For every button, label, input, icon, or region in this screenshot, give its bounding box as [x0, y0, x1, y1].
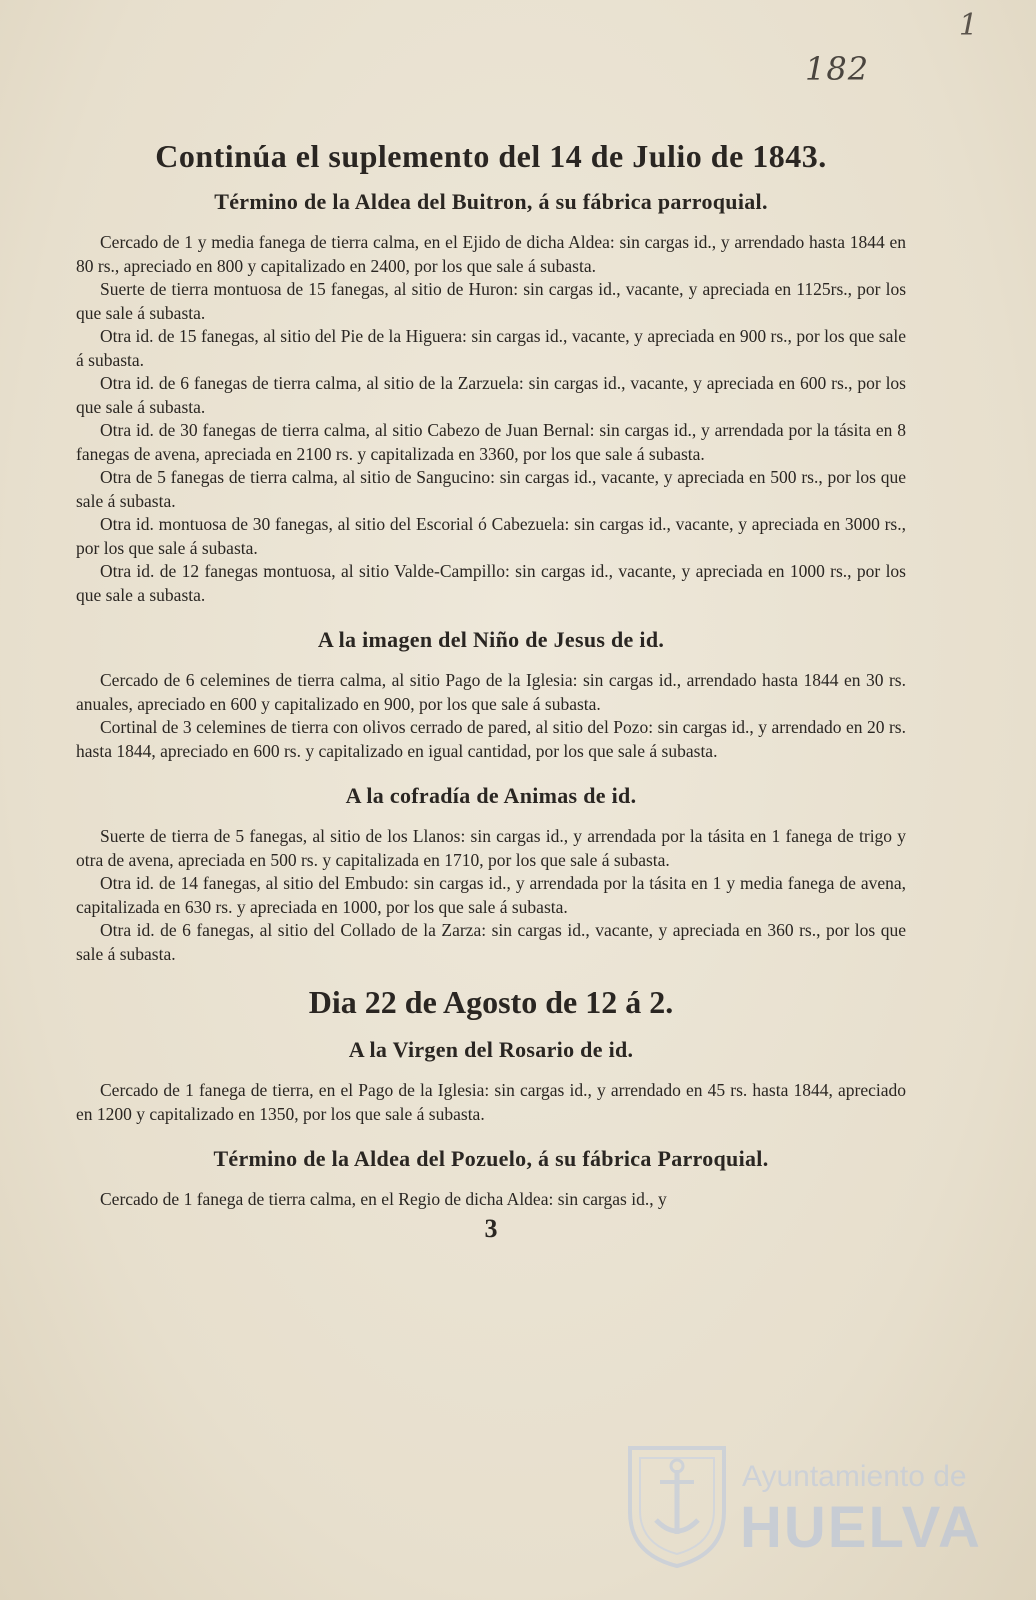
- section-virgen-rosario: [76, 1037, 906, 1126]
- section-buitron: [76, 189, 906, 607]
- document-body: [76, 138, 906, 1244]
- section-title: A la cofradía de Animas de id.: [345, 783, 637, 808]
- watermark-line2: HUELVA: [740, 1495, 982, 1560]
- date-heading: Dia 22 de Agosto de 12 á 2.: [308, 984, 674, 1020]
- section-nino-jesus: [76, 627, 906, 763]
- section-animas: [76, 783, 906, 966]
- section-pozuelo: [76, 1146, 906, 1212]
- entry: Suerte de tierra montuosa de 15 fanegas, al sitio de Huron: sin cargas id., vacante, y apreciada en 1125rs., por los que sale á subasta.: [76, 279, 906, 323]
- entry: Cercado de 1 fanega de tierra calma, en el Regio de dicha Aldea: sin cargas id., y: [100, 1189, 667, 1209]
- city-seal-icon: [622, 1442, 732, 1570]
- entry: Otra id. de 6 fanegas, al sitio del Collado de la Zarza: sin cargas id., vacante, y apreciada en 360 rs., por los que sale á subasta.: [76, 920, 906, 964]
- entry: Otra id. de 15 fanegas, al sitio del Pie de la Higuera: sin cargas id., vacante, y apreciada en 900 rs., por los que sale á subasta.: [76, 326, 906, 370]
- entry: Otra id. de 14 fanegas, al sitio del Embudo: sin cargas id., y arrendada por la tásita en 1 y media fanega de avena, capitalizada en 630 rs. y apreciada en 1000, por los que sale á subasta.: [76, 873, 906, 917]
- folio-number: 182: [805, 50, 870, 88]
- section-title: A la imagen del Niño de Jesus de id.: [317, 627, 665, 652]
- entry: Otra de 5 fanegas de tierra calma, al sitio de Sangucino: sin cargas id., vacante, y apreciada en 500 rs., por los que sale á subasta.: [76, 467, 906, 511]
- watermark: [622, 1442, 982, 1572]
- corner-handwritten-mark: 1: [958, 8, 978, 43]
- entry: Otra id. montuosa de 30 fanegas, al sitio del Escorial ó Cabezuela: sin cargas id., vacante, y apreciada en 3000 rs., por los que sale á subasta.: [76, 514, 906, 558]
- section-title: Término de la Aldea del Pozuelo, á su fábrica Parroquial.: [213, 1146, 769, 1171]
- entry: Suerte de tierra de 5 fanegas, al sitio de los Llanos: sin cargas id., y arrendada por la tásita en 1 fanega de trigo y otra de avena, apreciada en 500 rs. y capitalizada en 1710, por los que sale á subasta.: [76, 826, 906, 870]
- entry: Cercado de 6 celemines de tierra calma, al sitio Pago de la Iglesia: sin cargas id., arrendado hasta 1844 en 30 rs. anuales, apreciado en 600 y capitalizado en 900, por los que sale á subasta.: [76, 670, 906, 714]
- entry: Cercado de 1 fanega de tierra, en el Pago de la Iglesia: sin cargas id., y arrendado en 45 rs. hasta 1844, apreciado en 1200 y capitalizado en 1350, por los que sale á subasta.: [76, 1080, 906, 1124]
- entry: Otra id. de 6 fanegas de tierra calma, al sitio de la Zarzuela: sin cargas id., vacante, y apreciada en 600 rs., por los que sale á subasta.: [76, 373, 906, 417]
- page-number: 3: [484, 1213, 498, 1243]
- section-title: Término de la Aldea del Buitron, á su fábrica parroquial.: [214, 189, 768, 214]
- entry: Cercado de 1 y media fanega de tierra calma, en el Ejido de dicha Aldea: sin cargas id., y arrendado hasta 1844 en 80 rs., apreciado en 800 y capitalizado en 2400, por los que sale á subasta.: [76, 232, 906, 276]
- entry: Cortinal de 3 celemines de tierra con olivos cerrado de pared, al sitio del Pozo: sin cargas id., y arrendado en 20 rs. hasta 1844, apreciado en 600 rs. y capitalizado en igual cantidad, por los que sale á subasta.: [76, 717, 906, 761]
- watermark-line1: Ayuntamiento de: [742, 1460, 967, 1493]
- section-title: A la Virgen del Rosario de id.: [348, 1037, 634, 1062]
- entry: Otra id. de 12 fanegas montuosa, al sitio Valde-Campillo: sin cargas id., vacante, y apreciada en 1000 rs., por los que sale a subasta.: [76, 561, 906, 605]
- main-title: Continúa el suplemento del 14 de Julio de 1843.: [155, 138, 827, 174]
- entry: Otra id. de 30 fanegas de tierra calma, al sitio Cabezo de Juan Bernal: sin cargas id., y arrendada por la tásita en 8 fanegas de avena, apreciada en 2100 rs. y capitalizada en 3360, por los que sale á subasta.: [76, 420, 906, 464]
